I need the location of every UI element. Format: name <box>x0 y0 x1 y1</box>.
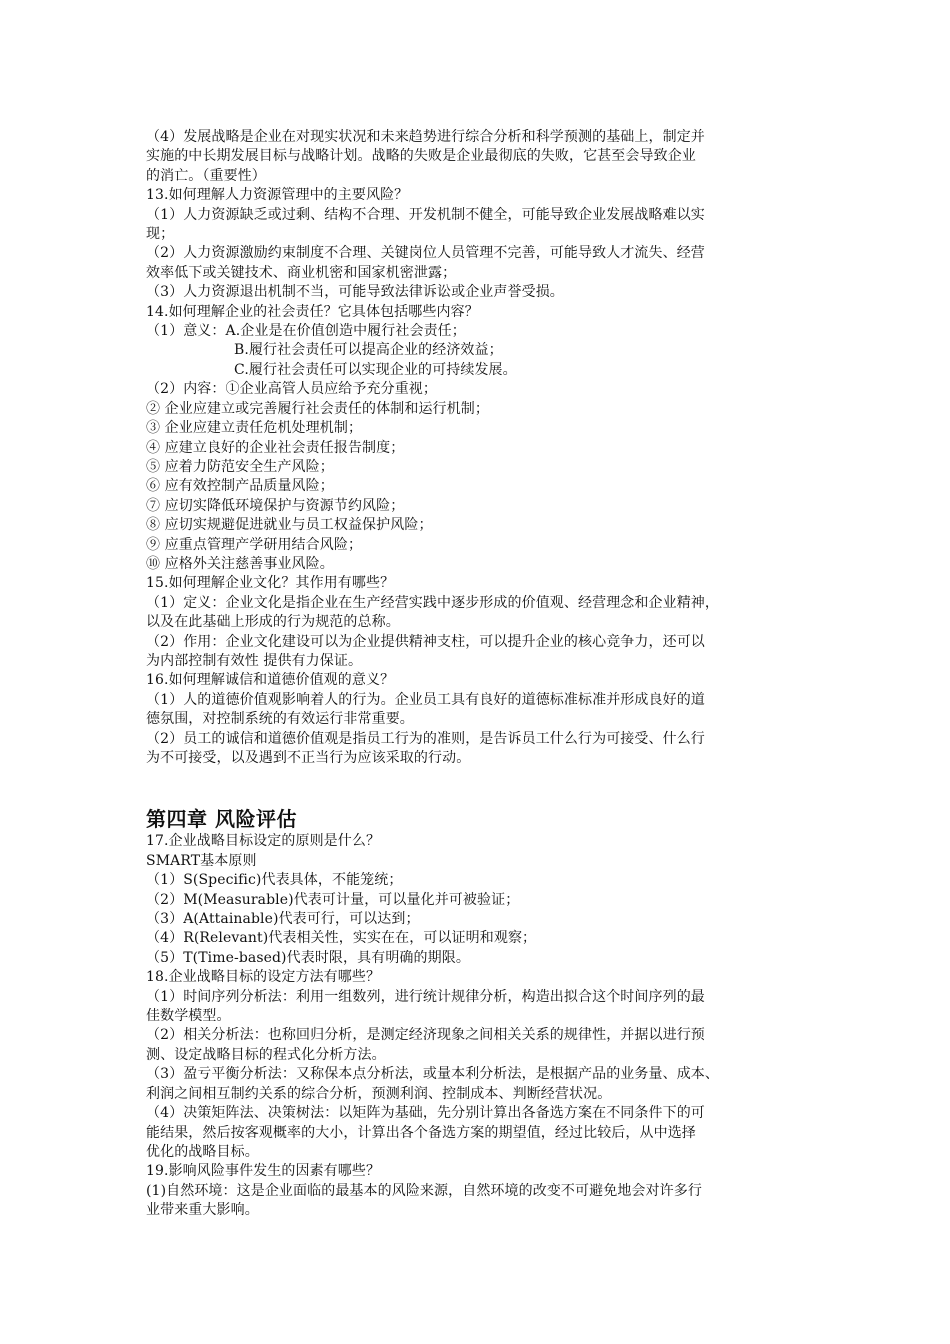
list-item: （5）T(Time-based)代表时限，具有明确的期限。 <box>146 949 470 966</box>
list-item: ⑩ 应格外关注慈善事业风险。 <box>146 555 334 572</box>
list-item: （2）M(Measurable)代表可计量，可以量化并可被验证； <box>146 891 520 908</box>
list-item: ② 企业应建立或完善履行社会责任的体制和运行机制； <box>146 400 489 417</box>
section-1 <box>146 128 826 380</box>
list-item: ⑦ 应切实降低环境保护与资源节约风险； <box>146 497 405 514</box>
text-line: 为内部控制有效性 提供有力保证。 <box>146 652 363 669</box>
text-line: （3）盈亏平衡分析法：又称保本点分析法，或量本利分析法，是根据产品的业务量、成本、 <box>146 1066 720 1083</box>
list-item: ⑨ 应重点管理产学研用结合风险； <box>146 536 363 553</box>
text-line: 以及在此基础上形成的行为规范的总称。 <box>146 614 400 631</box>
text-line: （1）人的道德价值观影响着人的行为。企业员工具有良好的道德标准标准并形成良好的道 <box>146 691 705 708</box>
text-line: 测、设定战略目标的程式化分析方法。 <box>146 1046 386 1063</box>
text-line: （1）时间序列分析法：利用一组数列，进行统计规律分析，构造出拟合这个时间序列的最 <box>146 988 705 1005</box>
question-heading: 14.如何理解企业的社会责任？它具体包括哪些内容？ <box>146 303 479 320</box>
question-heading: 15.如何理解企业文化？其作用有哪些？ <box>146 575 395 592</box>
text-line: 为不可接受，以及遇到不正当行为应该采取的行动。 <box>146 750 471 766</box>
list-item: ⑥ 应有效控制产品质量风险； <box>146 478 334 495</box>
text-line: 优化的战略目标。 <box>146 1143 259 1160</box>
text-line: （2）内容：①企业高管人员应给予充分重视； <box>146 381 438 398</box>
text-line: 现； <box>146 226 175 243</box>
text-line: （2）相关分析法：也称回归分析，是测定经济现象之间相关关系的规律性，并据以进行预 <box>146 1027 705 1044</box>
text-line-indented: C.履行社会责任可以实现企业的可持续发展。 <box>234 361 517 378</box>
text-line: 效率低下或关键技术、商业机密和国家机密泄露； <box>146 264 457 281</box>
text-line: 业带来重大影响。 <box>146 1202 259 1219</box>
section-3 <box>146 832 826 1220</box>
text-line-indented: B.履行社会责任可以提高企业的经济效益； <box>234 342 503 359</box>
text-line: SMART基本原则 <box>146 852 257 869</box>
text-line: （1）定义：企业文化是指企业在生产经营实践中逐步形成的价值观、经营理念和企业精神， <box>146 594 720 611</box>
question-heading: 18.企业战略目标的设定方法有哪些？ <box>146 969 381 986</box>
list-item: ③ 企业应建立责任危机处理机制； <box>146 420 363 437</box>
text-line: 实施的中长期发展目标与战略计划。战略的失败是企业最彻底的失败，它甚至会导致企业 <box>146 148 696 165</box>
text-line: 的消亡。（重要性） <box>146 167 266 184</box>
question-heading: 13.如何理解人力资源管理中的主要风险？ <box>146 187 409 204</box>
question-heading: 17.企业战略目标设定的原则是什么？ <box>146 833 381 850</box>
list-item: ④ 应建立良好的企业社会责任报告制度； <box>146 439 405 456</box>
section-2 <box>146 380 826 768</box>
text-line: （4）发展战略是企业在对现实状况和未来趋势进行综合分析和科学预测的基础上，制定并 <box>146 129 705 145</box>
text-line: (1)自然环境：这是企业面临的最基本的风险来源，自然环境的改变不可避免地会对许多行 <box>146 1182 702 1199</box>
text-line: （2）人力资源激励约束制度不合理、关键岗位人员管理不完善，可能导致人才流失、经营 <box>146 245 705 262</box>
text-line: （2）作用：企业文化建设可以为企业提供精神支柱，可以提升企业的核心竞争力，还可以 <box>146 633 705 650</box>
spacer <box>146 768 826 798</box>
text-line: 德氛围，对控制系统的有效运行非常重要。 <box>146 711 414 728</box>
list-item: （4）R(Relevant)代表相关性，实实在在，可以证明和观察； <box>146 930 537 947</box>
list-item: （1）S(Specific)代表具体，不能笼统； <box>146 872 403 889</box>
text-line: 佳数学模型。 <box>146 1008 231 1025</box>
text-line: （1）意义：A.企业是在价值创造中履行社会责任； <box>146 323 466 340</box>
text-line: （2）员工的诚信和道德价值观是指员工行为的准则，是告诉员工什么行为可接受、什么行 <box>146 730 705 747</box>
text-line: 利润之间相互制约关系的综合分析，预测利润、控制成本、判断经营状况。 <box>146 1085 612 1102</box>
list-item: ⑤ 应着力防范安全生产风险； <box>146 458 334 475</box>
text-line: 能结果，然后按客观概率的大小，计算出各个备选方案的期望值，经过比较后，从中选择 <box>146 1124 696 1141</box>
list-item: （3）A(Attainable)代表可行，可以达到； <box>146 911 420 928</box>
text-line: （1）人力资源缺乏或过剩、结构不合理、开发机制不健全，可能导致企业发展战略难以实 <box>146 206 705 223</box>
chapter-title: 第四章 风险评估 <box>146 807 297 832</box>
document-page <box>146 128 826 1221</box>
question-heading: 16.如何理解诚信和道德价值观的意义？ <box>146 672 395 689</box>
question-heading: 19.影响风险事件发生的因素有哪些？ <box>146 1163 381 1180</box>
list-item: ⑧ 应切实规避促进就业与员工权益保护风险； <box>146 517 433 534</box>
text-line: （3）人力资源退出机制不当，可能导致法律诉讼或企业声誉受损。 <box>146 284 564 301</box>
text-line: （4）决策矩阵法、决策树法：以矩阵为基础，先分别计算出各备选方案在不同条件下的可 <box>146 1105 705 1122</box>
